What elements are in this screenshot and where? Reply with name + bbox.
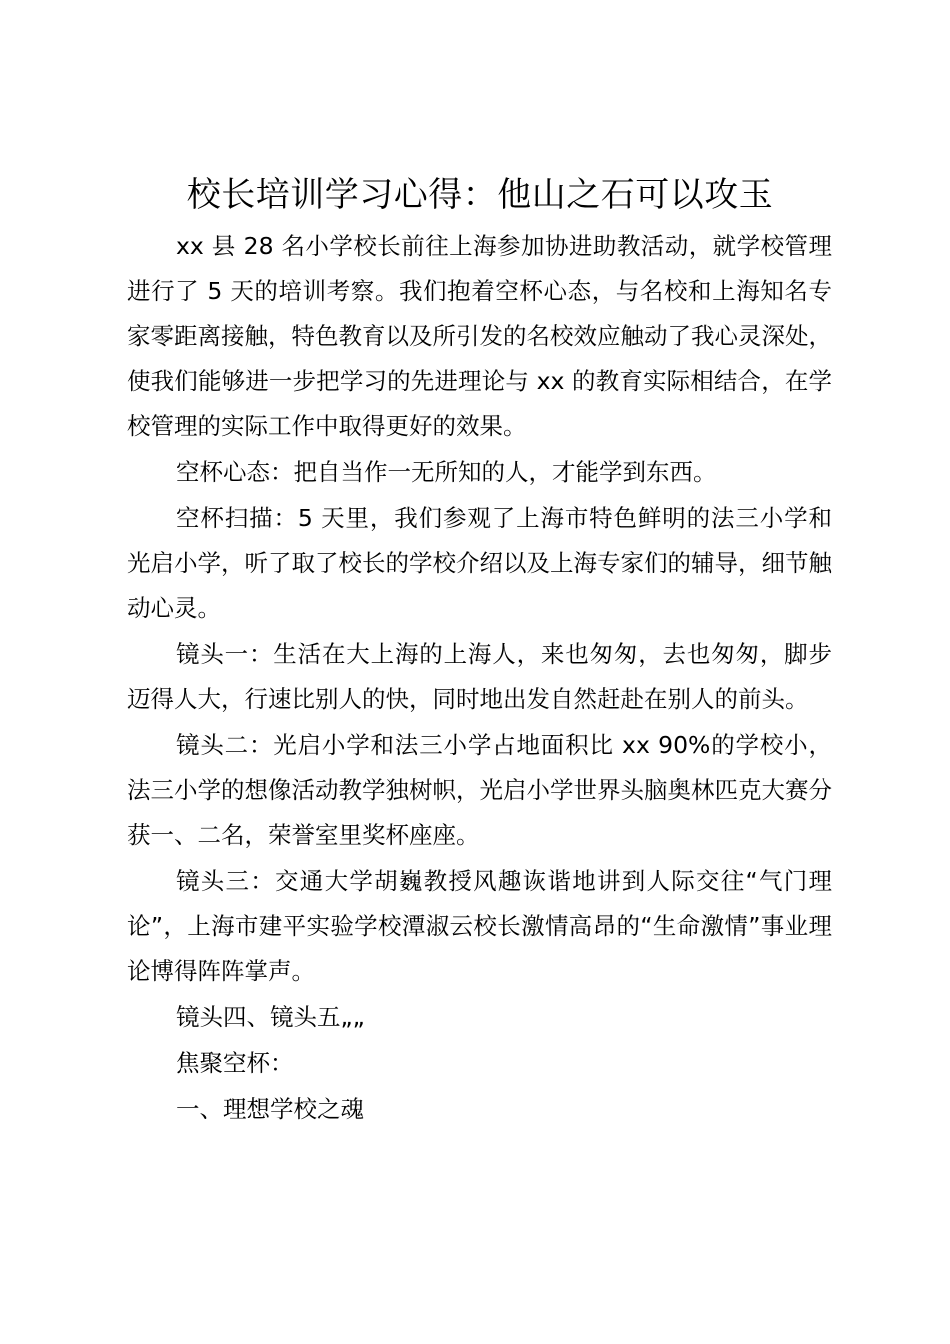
paragraph-scene-three: 镜头三：交通大学胡巍教授风趣诙谐地讲到人际交往“气门理论”，上海市建平实验学校潭淑云校长激情高昂的“生命激情”事业理论博得阵阵掌声。 <box>127 867 832 985</box>
paragraph-empty-cup-mindset: 空杯心态：把自当作一无所知的人，才能学到东西。 <box>176 458 717 486</box>
paragraph-scene-four-five: 镜头四、镜头五„„ <box>176 1003 365 1031</box>
paragraph-focus-empty-cup: 焦聚空杯： <box>176 1049 294 1077</box>
paragraph-scene-one: 镜头一：生活在大上海的上海人，来也匆匆，去也匆匆，脚步迈得人大，行速比别人的快，同时地出发自然赶赴在别人的前头。 <box>127 640 832 713</box>
paragraph-intro: xx 县 28 名小学校长前往上海参加协进助教活动，就学校管理进行了 5 天的培训考察。我们抱着空杯心态，与名校和上海知名专家零距离接触，特色教育以及所引发的名校效应触动了我心灵深处，使我们能够进一步把学习的先进理论与 xx 的教育实际相结合，在学校管理的实际工作中取得更好的效果。 <box>127 232 832 440</box>
section-heading-ideal-school: 一、理想学校之魂 <box>176 1095 364 1123</box>
paragraph-empty-cup-scan: 空杯扫描：5 天里，我们参观了上海市特色鲜明的法三小学和光启小学，听了取了校长的学校介绍以及上海专家们的辅导，细节触动心灵。 <box>127 504 832 622</box>
document-title: 校长培训学习心得：他山之石可以攻玉 <box>186 175 774 215</box>
document-body <box>127 224 832 1133</box>
paragraph-scene-two: 镜头二：光启小学和法三小学占地面积比 xx 90%的学校小，法三小学的想像活动教学独树帜，光启小学世界头脑奥林匹克大赛分获一、二名，荣誉室里奖杯座座。 <box>127 731 832 849</box>
